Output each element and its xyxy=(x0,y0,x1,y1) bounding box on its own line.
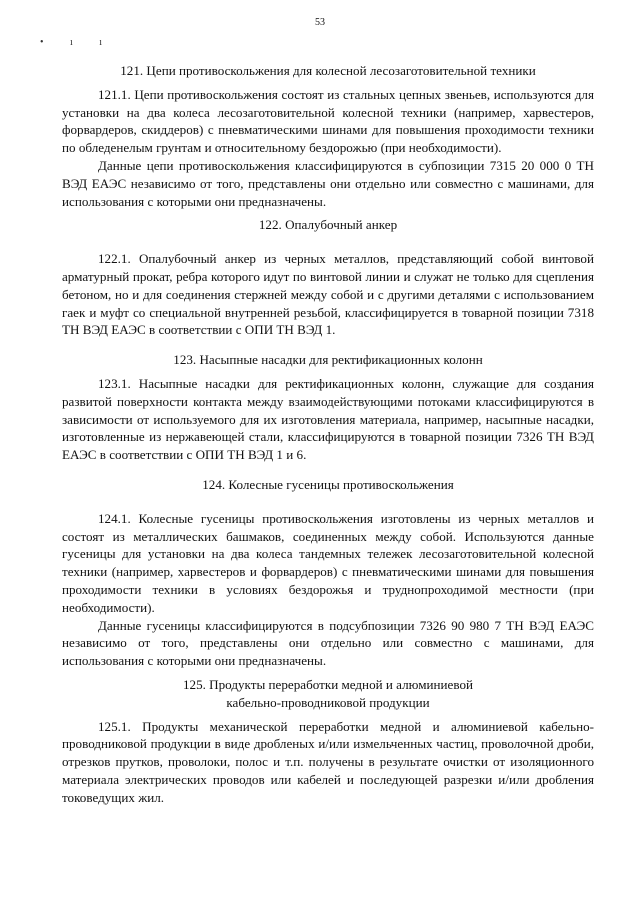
paragraph-122-1: 122.1. Опалубочный анкер из черных металлов, представляющий собой винтовой арматурный прокат, ребра которого идут по винтовой линии и служат не только для сцепления бетоном, но и для соединения стержней между собой и с другими деталями с использованием гаек и муфт со специальной внутренней резьбой, классифицируется в товарной позиции 7318 ТН ВЭД ЕАЭС в соответствии с ОПИ ТН ВЭД 1. xyxy=(62,251,594,338)
page-number: 53 xyxy=(315,17,325,28)
paragraph-124-2: Данные гусеницы классифицируются в подсубпозиции 7326 90 980 7 ТН ВЭД ЕАЭС независимо от того, представлены они отдельно или совместно с машинами, для использования с которыми они предназначены. xyxy=(62,617,594,669)
paragraph-125-1: 125.1. Продукты механической переработки медной и алюминиевой кабельно-проводниковой продукции в виде дробленых и/или измельченных частиц, проволочной дроби, отрезков прутков, проволоки, полос и т.п. получены в результате очистки от изоляционного материала электрических проводов или кабелей и последующей разрезки и/или дробления токоведущих жил. xyxy=(62,718,594,805)
paragraph-123-1: 123.1. Насыпные насадки для ректификационных колонн, служащие для создания развитой поверхности контакта между взаимодействующими потоками классифицируются в зависимости от используемого для их изготовления материала, например, насыпные насадки, изготовленные из нержавеющей стали, классифицируются в товарной позиции 7326 ТН ВЭД ЕАЭС в соответствии с ОПИ ТН ВЭД 1 и 6. xyxy=(62,375,594,463)
section-heading-124: 124. Колесные гусеницы противоскольжения xyxy=(202,476,454,492)
paragraph-121-1: 121.1. Цепи противоскольжения состоят из стальных цепных звеньев, используются для установки на два колеса лесозаготовительной колесной техники (например, харвестеров, форвардеров, скиддеров) с пневматическими шинами для повышения проходимости техники по обледенелым грунтам и относительному бездорожью (при необходимости). xyxy=(62,86,594,156)
paragraph-121-2: Данные цепи противоскольжения классифицируются в субпозиции 7315 20 000 0 ТН ВЭД ЕАЭС независимо от того, представлены они отдельно или совместно с машинами, для использования с которыми они предназначены. xyxy=(62,157,594,209)
section-heading-121: 121. Цепи противоскольжения для колесной лесозаготовительной техники xyxy=(120,63,536,78)
section-heading-122: 122. Опалубочный анкер xyxy=(258,217,398,233)
section-heading-125-line-2: кабельно-проводниковой продукции xyxy=(226,694,430,710)
section-heading-123: 123. Насыпные насадки для ректификационных колонн xyxy=(173,352,483,368)
document-body xyxy=(62,62,594,806)
section-heading-125-line-1: 125. Продукты переработки медной и алюминиевой xyxy=(182,676,474,692)
scan-marks: • ı ı xyxy=(40,37,115,48)
paragraph-124-1: 124.1. Колесные гусеницы противоскольжения изготовлены из черных металлов и состоят из металлических башмаков, соединенных между собой. Используются данные гусеницы для установки на два колеса тандемных тележек лесозаготовительной колесной техники (например, харвестеров и форвардеров) с пневматическими шинами для повышения проходимости техники в условиях бездорожья и труднопроходимой местности (при необходимости). xyxy=(62,510,594,615)
